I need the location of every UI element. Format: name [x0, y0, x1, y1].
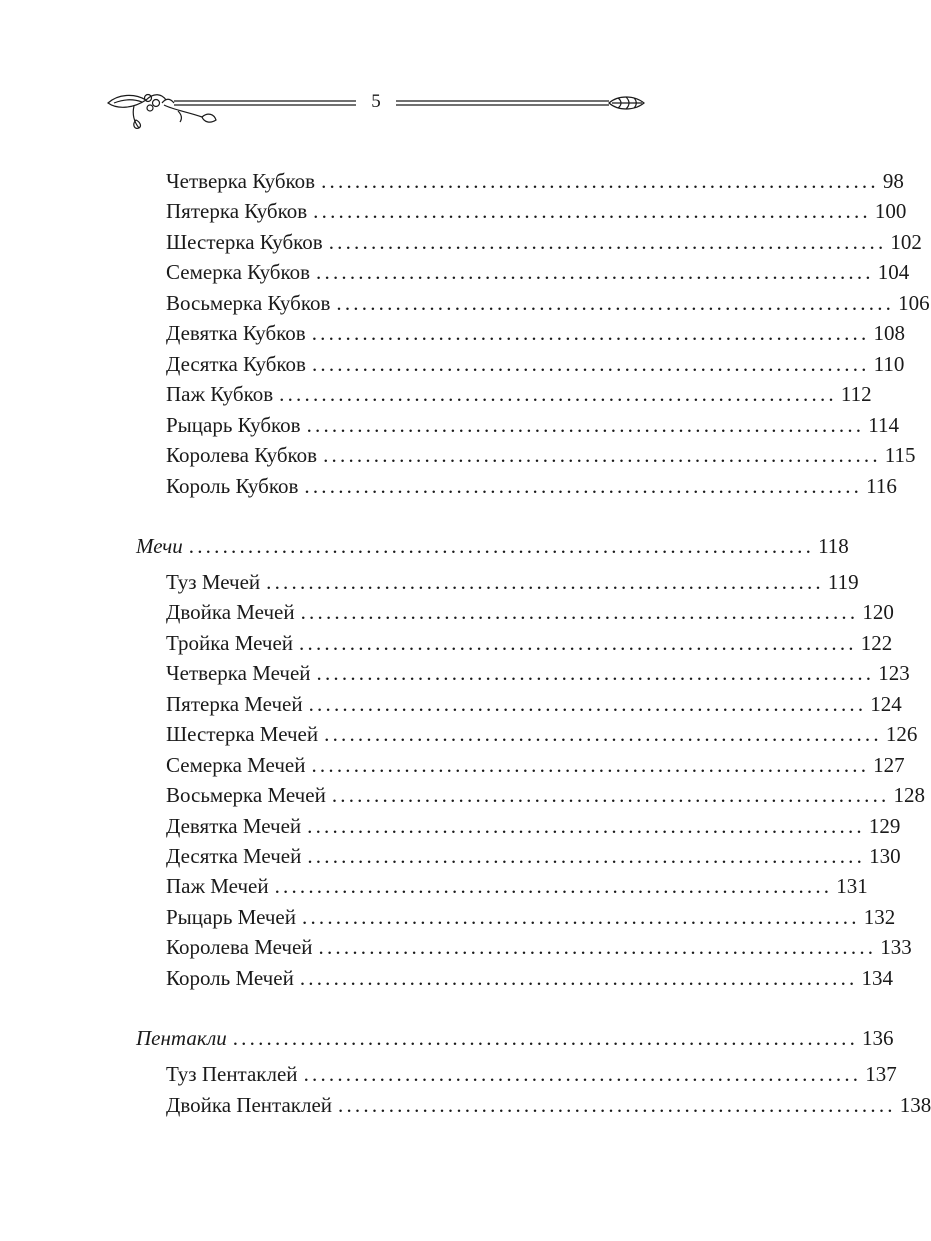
toc-entry-page: 129 — [868, 814, 901, 838]
dot-leader: .................................................................. — [300, 600, 859, 624]
toc-entry-page: 102 — [890, 230, 922, 254]
dot-leader: .................................................................. — [274, 874, 833, 898]
dot-leader: .................................................................. — [316, 260, 874, 284]
dot-leader: .................................................................. — [308, 692, 867, 716]
toc-entry-title: Десятка Мечей — [166, 844, 302, 868]
toc-entry-page: 114 — [868, 413, 899, 437]
toc-entry[interactable] — [166, 751, 905, 779]
toc-entry-title: Рыцарь Мечей — [166, 905, 296, 929]
toc-entry-page: 124 — [870, 692, 902, 716]
toc-entry[interactable] — [166, 629, 893, 657]
toc-entry-page: 132 — [863, 905, 896, 929]
dot-leader: .......................................................................... — [232, 1026, 859, 1050]
page-header — [104, 84, 648, 136]
toc-entry-page: 137 — [865, 1062, 897, 1086]
toc-entry[interactable] — [166, 720, 918, 748]
toc-entry[interactable] — [166, 167, 904, 195]
toc-entry-title: Семерка Мечей — [166, 753, 306, 777]
dot-leader: .................................................................. — [324, 722, 882, 746]
toc-entry-title: Семерка Кубков — [166, 260, 311, 284]
toc-entry-title: Королева Мечей — [166, 935, 313, 959]
toc-entry-title: Король Кубков — [166, 474, 299, 498]
toc-entry-page: 122 — [860, 631, 893, 655]
toc-entry-page: 131 — [836, 874, 868, 898]
toc-entry-page: 128 — [893, 783, 926, 807]
toc-entry-title: Королева Кубков — [166, 443, 318, 467]
toc-entry-title: Шестерка Кубков — [166, 230, 323, 254]
toc-section-title: Мечи — [136, 534, 183, 558]
toc-entry-page: 133 — [880, 935, 912, 959]
dot-leader: .................................................................. — [266, 570, 824, 594]
toc-entry-page: 120 — [862, 600, 894, 624]
page-number: 5 — [371, 91, 381, 112]
toc-entry-title: Десятка Кубков — [166, 352, 306, 376]
toc-entry[interactable] — [166, 350, 905, 378]
dot-leader: .................................................................. — [338, 1093, 896, 1117]
toc-section-title: Пентакли — [136, 1026, 227, 1050]
toc-entry[interactable] — [166, 781, 926, 809]
toc-entry-title: Восьмерка Кубков — [166, 291, 331, 315]
toc-entry[interactable] — [166, 319, 905, 347]
dot-leader: .................................................................. — [304, 474, 863, 498]
toc-entry[interactable] — [166, 872, 868, 900]
toc-entry[interactable] — [166, 472, 897, 500]
toc-section[interactable] — [136, 1024, 894, 1052]
toc-entry-title: Туз Пентаклей — [166, 1062, 298, 1086]
toc-entry[interactable] — [166, 598, 894, 626]
toc-entry-page: 98 — [882, 169, 904, 193]
dot-leader: .................................................................. — [328, 230, 887, 254]
toc-entry-title: Пятерка Кубков — [166, 199, 308, 223]
toc-section-page: 136 — [862, 1026, 894, 1050]
toc-entry[interactable] — [166, 964, 894, 992]
dot-leader: .................................................................. — [336, 291, 895, 315]
toc-entry-title: Туз Мечей — [166, 570, 261, 594]
toc-entry-page: 115 — [884, 443, 916, 467]
toc-entry[interactable] — [166, 411, 899, 439]
dot-leader: .................................................................. — [299, 966, 858, 990]
dot-leader: .................................................................. — [311, 352, 870, 376]
toc-entry[interactable] — [166, 842, 901, 870]
dot-leader: .................................................................. — [323, 443, 881, 467]
toc-entry-page: 116 — [866, 474, 897, 498]
toc-entry-page: 127 — [873, 753, 905, 777]
toc-entry-title: Девятка Мечей — [166, 814, 302, 838]
dot-leader: .................................................................. — [279, 382, 837, 406]
toc-entry-title: Девятка Кубков — [166, 321, 306, 345]
dot-leader: .................................................................. — [311, 321, 870, 345]
toc-entry-page: 134 — [861, 966, 894, 990]
toc-entry[interactable] — [166, 197, 907, 225]
toc-entry-title: Тройка Мечей — [166, 631, 294, 655]
toc-entry-title: Король Мечей — [166, 966, 294, 990]
dot-leader: .................................................................. — [307, 844, 866, 868]
toc-entry[interactable] — [166, 228, 922, 256]
toc-entry-title: Пятерка Мечей — [166, 692, 303, 716]
dot-leader: .................................................................. — [311, 753, 870, 777]
toc-entry-title: Двойка Мечей — [166, 600, 295, 624]
toc-entry[interactable] — [166, 933, 912, 961]
dot-leader: .................................................................. — [321, 169, 879, 193]
toc-entry-page: 130 — [869, 844, 901, 868]
dot-leader: .................................................................. — [306, 413, 865, 437]
toc-entry-page: 112 — [840, 382, 872, 406]
toc-entry-page: 123 — [878, 661, 910, 685]
toc-entry[interactable] — [166, 258, 910, 286]
dot-leader: .................................................................. — [299, 631, 857, 655]
toc-entry[interactable] — [166, 812, 901, 840]
toc-entry-page: 126 — [885, 722, 918, 746]
toc-entry-title: Восьмерка Мечей — [166, 783, 326, 807]
toc-entry-page: 100 — [874, 199, 907, 223]
toc-entry-title: Четверка Кубков — [166, 169, 316, 193]
dot-leader: .................................................................. — [316, 661, 875, 685]
toc-entry[interactable] — [166, 289, 930, 317]
toc-entry-title: Четверка Мечей — [166, 661, 311, 685]
toc-entry[interactable] — [166, 568, 859, 596]
dot-leader: .................................................................. — [313, 199, 871, 223]
toc-entry[interactable] — [166, 903, 896, 931]
toc-entry-page: 108 — [873, 321, 905, 345]
dot-leader: .................................................................. — [307, 814, 865, 838]
toc-entry-page: 110 — [873, 352, 905, 376]
toc-entry[interactable] — [166, 441, 916, 469]
toc-entry-page: 106 — [898, 291, 930, 315]
dot-leader: .......................................................................... — [188, 534, 815, 558]
toc-entry[interactable] — [166, 380, 872, 408]
dot-leader: .................................................................. — [318, 935, 877, 959]
toc-entry[interactable] — [166, 1060, 897, 1088]
toc-section-page: 118 — [818, 534, 849, 558]
toc-entry[interactable] — [166, 1091, 931, 1119]
toc-entry-title: Двойка Пентаклей — [166, 1093, 333, 1117]
toc-entry-page: 119 — [827, 570, 859, 594]
toc-entry-title: Рыцарь Кубков — [166, 413, 301, 437]
dot-leader: .................................................................. — [303, 1062, 862, 1086]
toc-entry-title: Шестерка Мечей — [166, 722, 319, 746]
toc-entry-title: Паж Кубков — [166, 382, 274, 406]
toc-entry-title: Паж Мечей — [166, 874, 269, 898]
toc-entry[interactable] — [166, 659, 910, 687]
dot-leader: .................................................................. — [302, 905, 860, 929]
toc-entry-page: 138 — [899, 1093, 931, 1117]
dot-leader: .................................................................. — [331, 783, 890, 807]
toc-entry-page: 104 — [877, 260, 910, 284]
toc-section[interactable] — [136, 532, 849, 560]
toc-entry[interactable] — [166, 690, 902, 718]
